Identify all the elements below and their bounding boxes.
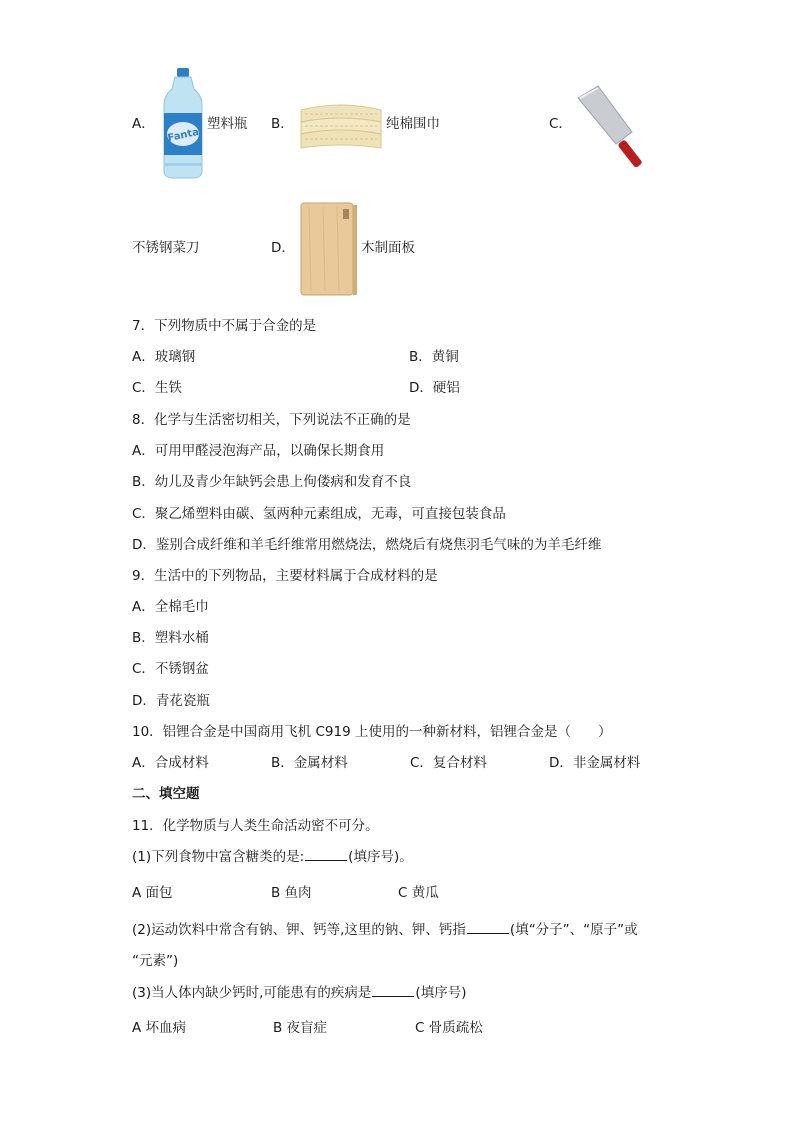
kitchen-knife-image [576,84,652,170]
q10-option-d: D．非金属材料 [549,755,641,771]
q10-option-b: B．金属材料 [271,755,348,771]
q8-option-c: C．聚乙烯塑料由碳、氢两种元素组成，无毒，可直接包装食品 [132,506,506,522]
q6-option-c-letter: C． [549,116,572,132]
q9-option-c: C．不锈钢盆 [132,661,209,677]
q11-part3-option-b: B 夜盲症 [273,1020,328,1036]
q11-stem: 11．化学物质与人类生命活动密不可分。 [132,818,379,834]
q11-part3-option-a: A 坏血病 [132,1020,187,1036]
q11-part1-option-a: A 面包 [132,885,173,901]
q8-option-d: D．鉴别合成纤维和羊毛纤维常用燃烧法，燃烧后有烧焦羽毛气味的为羊毛纤维 [132,537,602,553]
q7-stem: 7．下列物质中不属于合金的是 [132,318,317,334]
q6-option-d-label: 木制面板 [361,240,415,256]
q8-stem: 8．化学与生活密切相关，下列说法不正确的是 [132,412,411,428]
q11-part2-hint: (填“分子”、“原子”或 [509,922,638,938]
q6-option-b-label: 纯棉围巾 [386,116,440,132]
q11-part2 [132,921,638,939]
q11-part3-hint: (填序号) [415,985,467,1001]
q7-option-c: C．生铁 [132,380,182,396]
q10-option-c: C．复合材料 [410,755,487,771]
q8-option-b: B．幼儿及青少年缺钙会患上佝偻病和发育不良 [132,474,412,490]
q6-option-b-letter: B． [271,116,294,132]
q11-part2-continued: “元素”) [132,953,179,969]
q7-option-a: A．玻璃钢 [132,349,196,365]
q10-option-a: A．合成材料 [132,755,209,771]
q11-part2-text: (2)运动饮料中常含有钠、钾、钙等,这里的钠、钾、钙指 [132,922,466,938]
q6-option-a-label: 塑料瓶 [207,116,248,132]
q6-option-d-letter: D． [271,240,295,256]
q11-part1-option-c: C 黄瓜 [398,885,439,901]
cotton-towel-image [297,96,385,152]
q6-option-a-letter: A． [132,116,155,132]
wooden-board-image [299,201,359,299]
q11-part3-text: (3)当人体内缺少钙时,可能患有的疾病是 [132,985,372,1001]
answer-blank[interactable] [372,984,414,997]
q11-part3-option-c: C 骨质疏松 [415,1020,483,1036]
answer-blank[interactable] [467,921,509,934]
q11-part1-hint: (填序号)。 [348,849,413,865]
q9-option-d: D．青花瓷瓶 [132,693,210,709]
q7-option-b: B．黄铜 [409,349,459,365]
plastic-bottle-image [160,67,206,179]
q9-option-a: A．全棉毛巾 [132,599,209,615]
q11-part3 [132,984,466,1002]
q7-option-d: D．硬铝 [409,380,460,396]
q9-stem: 9．生活中的下列物品，主要材料属于合成材料的是 [132,568,438,584]
q8-option-a: A．可用甲醛浸泡海产品，以确保长期食用 [132,443,385,459]
answer-blank[interactable] [305,848,347,861]
q9-option-b: B．塑料水桶 [132,630,209,646]
q11-part1 [132,848,413,866]
q11-part1-text: (1)下列食物中富含糖类的是: [132,849,305,865]
q6-option-c-label: 不锈钢菜刀 [132,240,200,256]
section-title: 二、填空题 [132,786,200,802]
bottle-brand-text: Fanta [166,126,200,145]
q11-part1-option-b: B 鱼肉 [271,885,312,901]
q10-stem: 10．铝锂合金是中国商用飞机 C919 上使用的一种新材料，铝锂合金是（ ） [132,724,612,740]
